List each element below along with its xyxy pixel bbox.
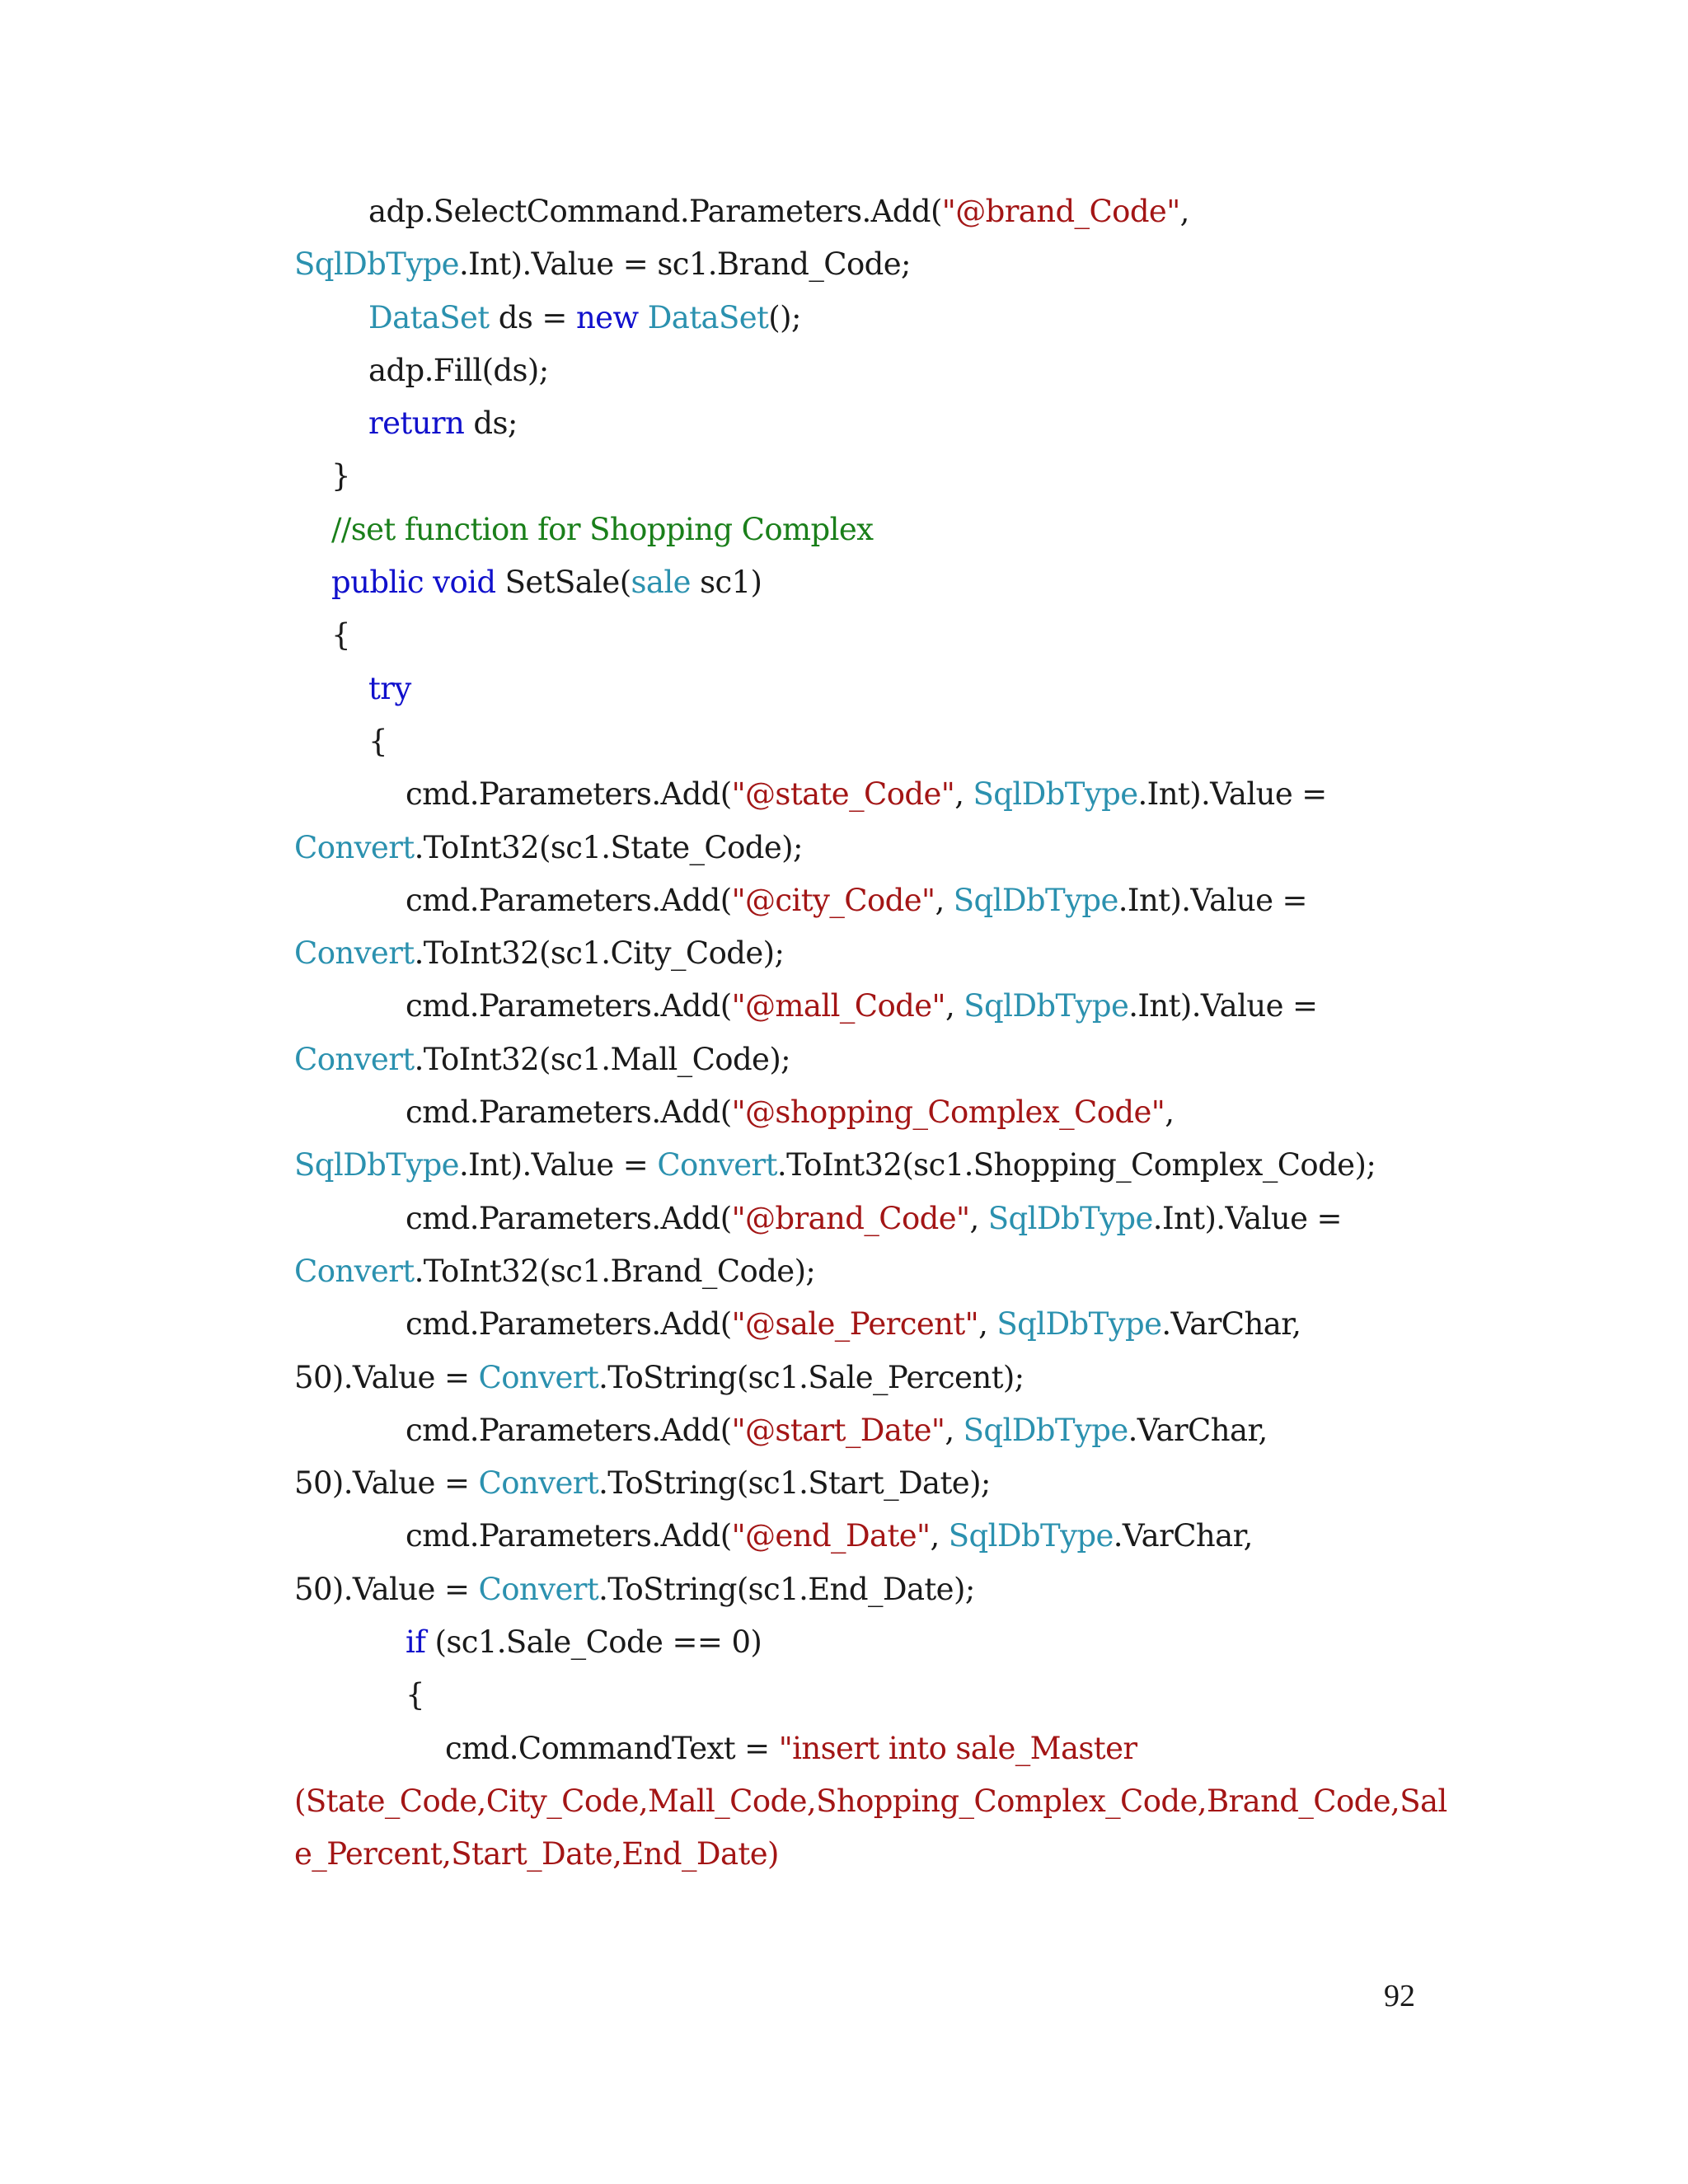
code-line-2: SqlDbType.Int).Value = sc1.Brand_Code; <box>294 246 911 283</box>
code-line-20: cmd.Parameters.Add("@brand_Code", SqlDbType.Int).Value = <box>406 1200 1342 1236</box>
code-line-4: adp.Fill(ds); <box>368 352 549 388</box>
code-line-1: adp.SelectCommand.Parameters.Add("@brand_Code", <box>368 194 1189 229</box>
code-line-14: cmd.Parameters.Add("@city_Code", SqlDbType.Int).Value = <box>406 882 1307 918</box>
code-listing <box>294 185 1447 1882</box>
code-line-27: 50).Value = Convert.ToString(sc1.End_Date); <box>294 1571 975 1607</box>
code-line-18: cmd.Parameters.Add("@shopping_Complex_Code", <box>406 1094 1175 1131</box>
code-line-21: Convert.ToInt32(sc1.Brand_Code); <box>294 1253 816 1289</box>
code-line-10: try <box>368 670 411 706</box>
code-line-9: { <box>331 617 350 654</box>
code-line-3: DataSet ds = new DataSet(); <box>368 299 801 335</box>
code-line-23: 50).Value = Convert.ToString(sc1.Sale_Percent); <box>294 1359 1025 1395</box>
code-line-28: if (sc1.Sale_Code == 0) <box>406 1624 762 1661</box>
code-line-11: { <box>368 723 387 759</box>
code-line-22: cmd.Parameters.Add("@sale_Percent", SqlDbType.VarChar, <box>406 1306 1301 1343</box>
code-line-7: //set function for Shopping Complex <box>331 511 874 547</box>
code-line-24: cmd.Parameters.Add("@start_Date", SqlDbType.VarChar, <box>406 1412 1268 1448</box>
code-line-6: } <box>331 458 350 494</box>
code-line-12: cmd.Parameters.Add("@state_Code", SqlDbType.Int).Value = <box>406 776 1327 813</box>
code-line-13: Convert.ToInt32(sc1.State_Code); <box>294 829 803 865</box>
code-line-26: cmd.Parameters.Add("@end_Date", SqlDbType.VarChar, <box>406 1518 1253 1554</box>
code-line-30: cmd.CommandText = "insert into sale_Master <box>445 1730 1137 1766</box>
code-line-25: 50).Value = Convert.ToString(sc1.Start_Date); <box>294 1465 991 1502</box>
code-line-8: public void SetSale(sale sc1) <box>331 565 762 601</box>
page-number: 92 <box>1384 1979 1415 2013</box>
code-line-15: Convert.ToInt32(sc1.City_Code); <box>294 935 785 972</box>
code-line-29: { <box>406 1677 424 1713</box>
code-line-5: return ds; <box>368 405 518 442</box>
code-line-17: Convert.ToInt32(sc1.Mall_Code); <box>294 1041 791 1077</box>
code-line-19: SqlDbType.Int).Value = Convert.ToInt32(sc1.Shopping_Complex_Code); <box>294 1147 1376 1183</box>
code-line-31: (State_Code,City_Code,Mall_Code,Shopping_Complex_Code,Brand_Code,Sal <box>294 1783 1447 1819</box>
code-line-32: e_Percent,Start_Date,End_Date) <box>294 1836 779 1872</box>
code-line-16: cmd.Parameters.Add("@mall_Code", SqlDbType.Int).Value = <box>406 988 1318 1024</box>
